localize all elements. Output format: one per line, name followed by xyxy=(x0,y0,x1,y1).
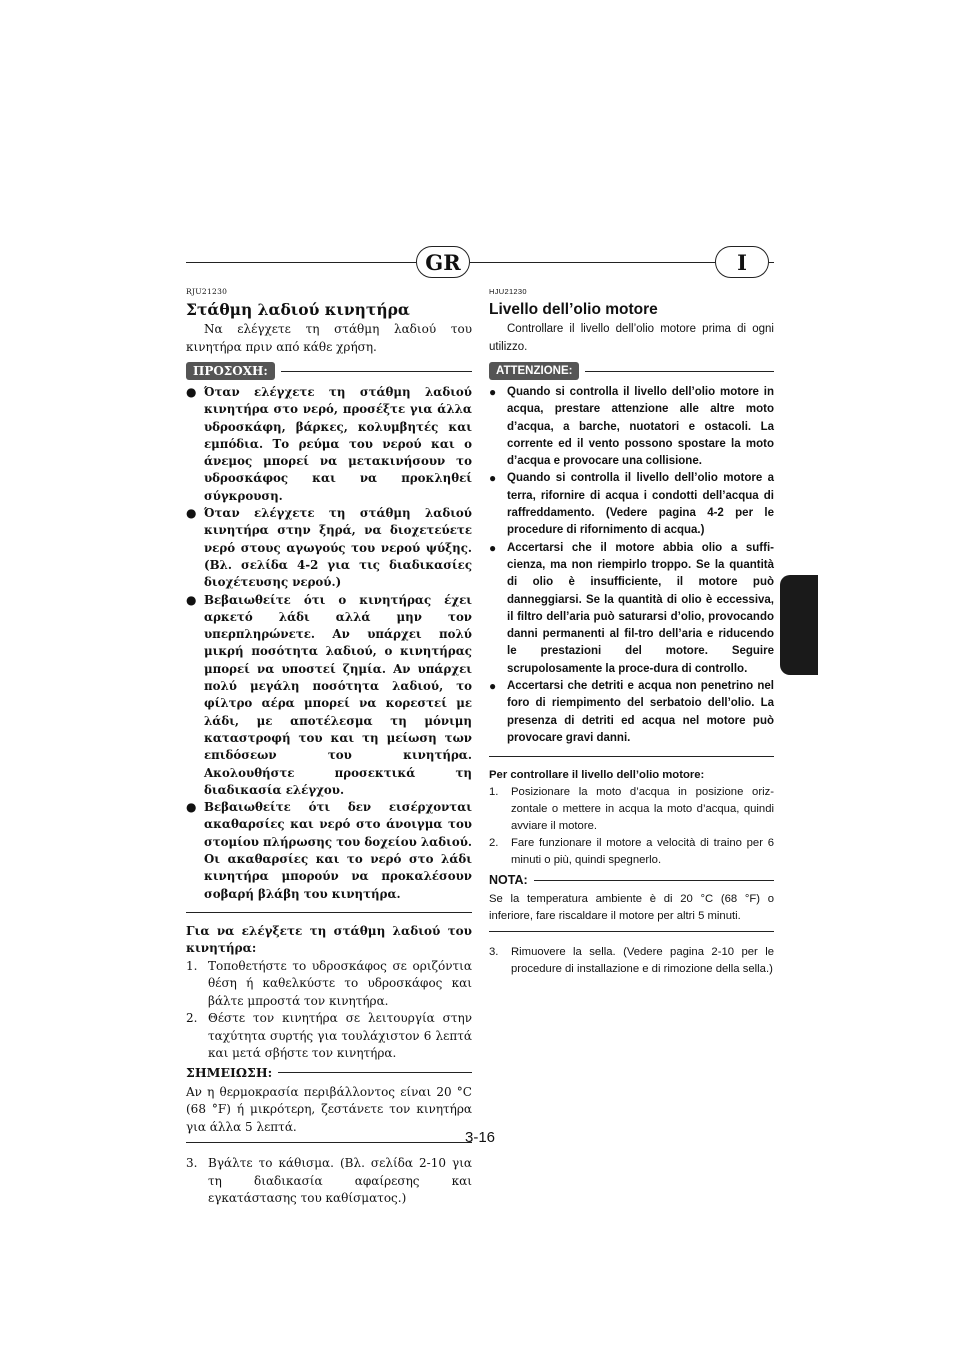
step-text: Θέστε τον κινητήρα σε λειτουργία στην ταχύτητα συρτής για τουλάχιστον 6 λεπτά και μετά σβήστε τον κινητήρα. xyxy=(208,1011,472,1061)
caution-rule xyxy=(281,371,472,372)
caution-item: ● Accertarsi che detriti e acqua non penetrino nel foro di riempimento del serbatoio dell’olio. La presenza di detriti ed acqua nel motore può provocare gravi danni. xyxy=(489,678,774,747)
intro-paragraph: Να ελέγχετε τη στάθμη λαδιού του κινητήρα πριν από κάθε χρήση. xyxy=(186,322,472,354)
step-number: 3. xyxy=(489,946,499,959)
chapter-thumb-tab xyxy=(780,575,818,675)
caution-end-rule xyxy=(489,756,774,757)
note-rule-bottom xyxy=(489,931,774,932)
step-number: 1. xyxy=(489,786,499,799)
section-code: HJU21230 xyxy=(489,287,527,296)
procedure-steps xyxy=(489,784,774,869)
procedure-step xyxy=(186,958,472,1011)
section-code: RJU21230 xyxy=(186,287,228,296)
procedure-heading: Για να ελέγξετε τη στάθμη λαδιού του κινητήρα: xyxy=(186,923,472,956)
caution-end-rule xyxy=(186,912,472,913)
note-rule-top xyxy=(534,880,774,881)
caution-item: ● Βεβαιωθείτε ότι ο κινητήρας έχει αρκετό λάδι αλλά μην τον υπερπληρώνετε. Αν υπάρχει πολύ μικρή ποσότητα λαδιού, ο κινητήρας μπορεί να υποστεί ζημία. Αν υπάρχει πολύ μεγάλη ποσότητα λαδιού, το φίλτρο αέρα μπορεί να κορεστεί με λάδι, με αποτέλεσμα τη μόνιμη καταστροφή του και τη μείωση των επιδόσεων του κινητήρα. Ακολουθήστε προσεκτικά τη διαδικασία ελέγχου. xyxy=(186,592,472,800)
procedure-heading: Per controllare il livello dell’olio motore: xyxy=(489,769,705,782)
note-header xyxy=(489,873,774,887)
procedure-steps-continued xyxy=(489,944,774,978)
procedure-step xyxy=(489,784,774,835)
language-tab-italian: I xyxy=(715,246,769,278)
step-text: Τοποθετήστε το υδροσκάφος σε οριζόντια θέση ή καθελκύστε το υδροσκάφος και βάλτε μπροστά τον κινητήρα. xyxy=(208,958,472,1008)
procedure-step xyxy=(186,1155,472,1208)
intro-paragraph: Controllare il livello dell’olio motore prima di ogni utilizzo. xyxy=(489,323,774,353)
note-header xyxy=(186,1065,472,1080)
caution-list xyxy=(186,384,472,903)
header-rule-right xyxy=(769,262,774,263)
step-text: Βγάλτε το κάθισμα. (Βλ. σελίδα 2-10 για τη διαδικασία αφαίρεσης και εγκατάστασης του καθίσματος.) xyxy=(208,1156,472,1206)
caution-list xyxy=(489,384,774,747)
caution-header xyxy=(489,362,774,380)
step-text: Posizionare la moto d’acqua in posizione oriz-zontale o mettere in acqua la moto d’acqua, quindi avviare il motore. xyxy=(511,786,774,833)
section-title: Στάθμη λαδιού κινητήρα xyxy=(186,300,410,319)
caution-item: ● Quando si controlla il livello dell’olio motore a terra, rifornire di acqua i condotti dell’acqua di raffreddamento. (Vedere pagina 4-2 per le procedure di rifornimento di acqua.) xyxy=(489,470,774,539)
note-label: NOTA: xyxy=(489,873,528,888)
caution-item: ● Όταν ελέγχετε τη στάθμη λαδιού κινητήρα στο νερό, προσέξτε για άλλα υδροσκάφη, βάρκες, κολυμβητές και εμπόδια. Το ρεύμα του νερού και ο άνεμος μπορεί να μετακινήσουν το υδροσκάφος και να προκληθεί σύγκρουση. xyxy=(186,384,472,505)
procedure-step xyxy=(489,835,774,869)
caution-item: ● Όταν ελέγχετε τη στάθμη λαδιού κινητήρα στην ξηρά, να διοχετεύετε νερό στους αγωγούς του νερού ψύξης. (Βλ. σελίδα 4-2 για τις διαδικασίες διοχέτευσης νερού.) xyxy=(186,505,472,591)
procedure-step xyxy=(489,944,774,978)
step-text: Rimuovere la sella. (Vedere pagina 2-10 per le procedure di installazione e di rimozione della sella.) xyxy=(511,946,774,976)
caution-item: ● Quando si controlla il livello dell’olio motore in acqua, prestare attenzione alle altre moto d’acqua, a barche, nuotatori e ostacoli. La corrente ed il vento possono spostare la moto d’acqua e provocare una collisione. xyxy=(489,384,774,470)
procedure-step xyxy=(186,1010,472,1063)
caution-item: ● Accertarsi che il motore abbia olio a suffi-cienza, ma non riempirlo troppo. Se la quantità di olio è insufficiente, il motore può danneggiarsi. Se la quantità di olio è eccessiva, il filtro dell’aria può saturarsi d’olio, provocando danni permanenti al fil-tro dell’aria e riducendo le prestazioni del motore. Seguire scrupolosamente la proce-dura di controllo. xyxy=(489,540,774,678)
page-number: 3-16 xyxy=(464,1129,496,1146)
note-label: ΣΗΜΕΙΩΣΗ: xyxy=(186,1064,273,1080)
procedure-steps-continued xyxy=(186,1155,472,1208)
step-number: 3. xyxy=(186,1156,198,1171)
note-text: Se la temperatura ambiente è di 20 °C (68 °F) o inferiore, fare riscaldare il motore per altri 5 minuti. xyxy=(489,893,774,923)
caution-rule xyxy=(585,371,774,372)
step-number: 2. xyxy=(489,837,499,850)
italian-column xyxy=(489,287,774,978)
caution-label: ΠΡΟΣΟΧΗ: xyxy=(186,362,275,380)
caution-item: ● Βεβαιωθείτε ότι δεν εισέρχονται ακαθαρσίες και νερό στο άνοιγμα του στομίου πλήρωσης του δοχείου λαδιού. Οι ακαθαρσίες και το νερό στο λάδι κινητήρα μπορούν να προκαλέσουν σοβαρή βλάβη του κινητήρα. xyxy=(186,799,472,903)
caution-header xyxy=(186,362,472,380)
caution-label: ATTENZIONE: xyxy=(489,362,579,380)
procedure-steps xyxy=(186,958,472,1063)
note-text: Αν η θερμοκρασία περιβάλλοντος είναι 20 °C (68 °F) ή μικρότερη, ζεστάνετε τον κινητήρα για άλλα 5 λεπτά. xyxy=(186,1084,472,1134)
step-number: 2. xyxy=(186,1011,198,1026)
note-rule-top xyxy=(278,1072,472,1073)
step-number: 1. xyxy=(186,958,198,973)
section-title: Livello dell’olio motore xyxy=(489,301,658,318)
language-tab-greek: GR xyxy=(416,246,470,278)
header-rule-left xyxy=(186,262,416,263)
step-text: Fare funzionare il motore a velocità di traino per 6 minuti o più, quindi spegnerlo. xyxy=(511,837,774,867)
header-rule-middle xyxy=(470,262,715,263)
greek-column xyxy=(186,287,472,1208)
